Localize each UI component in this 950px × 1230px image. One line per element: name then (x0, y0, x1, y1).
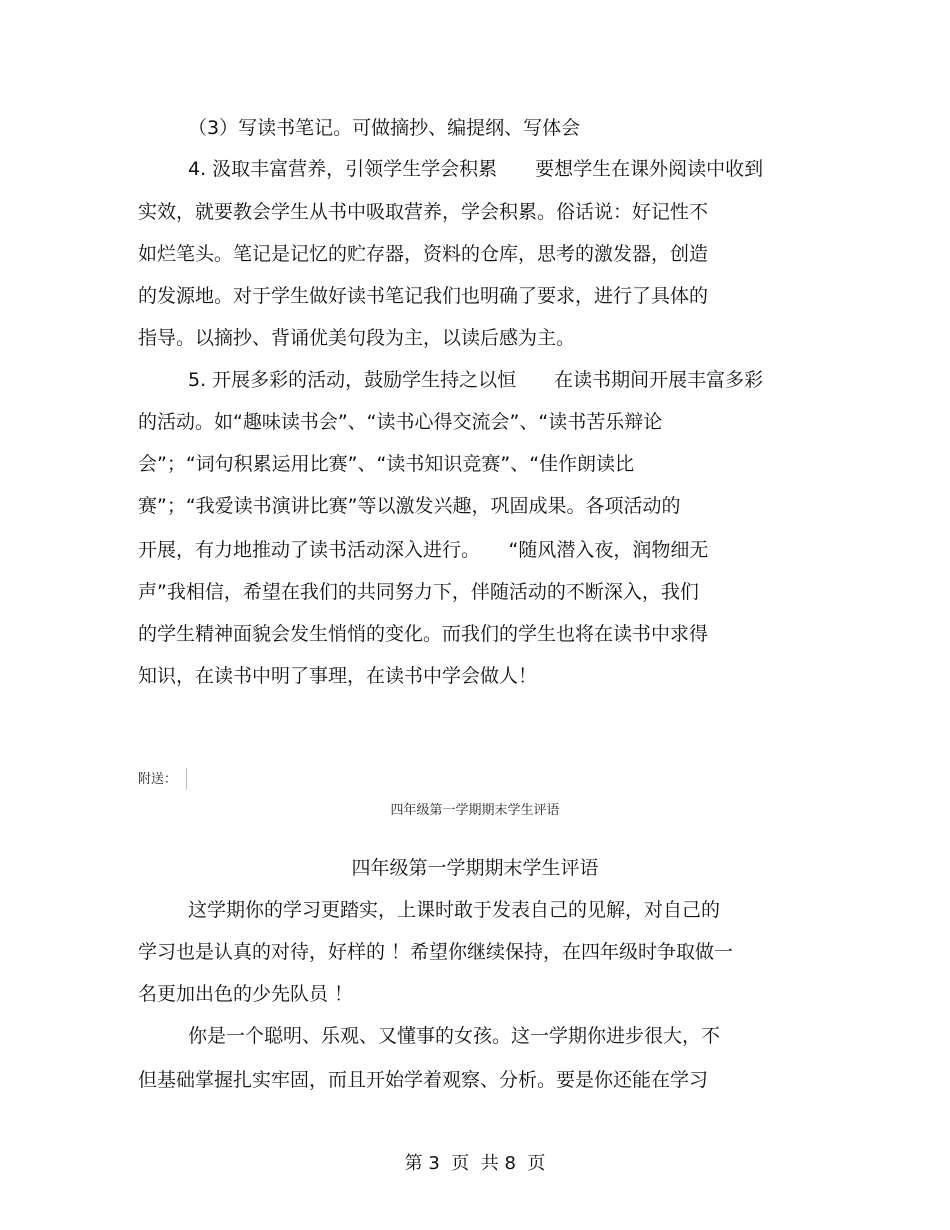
appendix-label: 附送： (138, 772, 178, 787)
body-line-14: 知识，在读书中明了事理，在读书中学会做人！ (138, 665, 538, 687)
body-line-3: 实效，就要教会学生从书中吸取营养，学会积累。俗话说：好记性不 (138, 201, 709, 223)
body-line-13: 的学生精神面貌会发生悄悄的变化。而我们的学生也将在读书中求得 (138, 623, 709, 645)
body-line-8: 的活动。如“趣味读书会”、“读书心得交流会”、“读书苦乐辩论 (138, 411, 663, 433)
body-line-1: （3）写读书笔记。可做摘抄、编提纲、写体会 (188, 117, 581, 139)
appendix-line-3: 名更加出色的少先队员 ！ (138, 983, 354, 1005)
body-line-7: 5. 开展多彩的活动，鼓励学生持之以恒 在读书期间开展丰富多彩 (188, 369, 764, 391)
appendix-line-2: 学习也是认真的对待，好样的 ！希望你继续保持，在四年级时争取做一 (138, 941, 734, 963)
body-line-10: 赛”；“我爱读书演讲比赛”等以激发兴趣，巩固成果。各项活动的 (138, 495, 681, 517)
body-line-5: 的发源地。对于学生做好读书笔记我们也明确了要求，进行了具体的 (138, 285, 709, 307)
appendix-line-4: 你是一个聪明、乐观、又懂事的女孩。这一学期你进步很大，不 (188, 1025, 721, 1047)
page-number: 第 3 页 共 8 页 (404, 1153, 546, 1174)
body-line-6: 指导。以摘抄、背诵优美句段为主，以读后感为主。 (138, 327, 576, 349)
body-line-9: 会”；“词句积累运用比赛”、“读书知识竞赛”、“佳作朗读比 (138, 453, 635, 475)
appendix-line-5: 但基础掌握扎实牢固，而且开始学着观察、分析。要是你还能在学习 (138, 1069, 709, 1091)
body-line-12: 声”我相信，希望在我们的共同努力下，伴随活动的不断深入，我们 (138, 581, 699, 603)
body-line-11: 开展，有力地推动了读书活动深入进行。 “随风潜入夜，润物细无 (138, 539, 709, 561)
appendix-title: 四年级第一学期期末学生评语 (351, 857, 599, 879)
body-line-4: 如烂笔头。笔记是记忆的贮存器，资料的仓库，思考的激发器，创造 (138, 243, 709, 265)
body-line-2: 4. 汲取丰富营养，引领学生学会积累 要想学生在课外阅读中收到 (188, 158, 764, 180)
appendix-small-title: 四年级第一学期期末学生评语 (390, 803, 560, 818)
appendix-divider (186, 768, 187, 790)
appendix-line-1: 这学期你的学习更踏实，上课时敢于发表自己的见解，对自己的 (188, 899, 721, 921)
